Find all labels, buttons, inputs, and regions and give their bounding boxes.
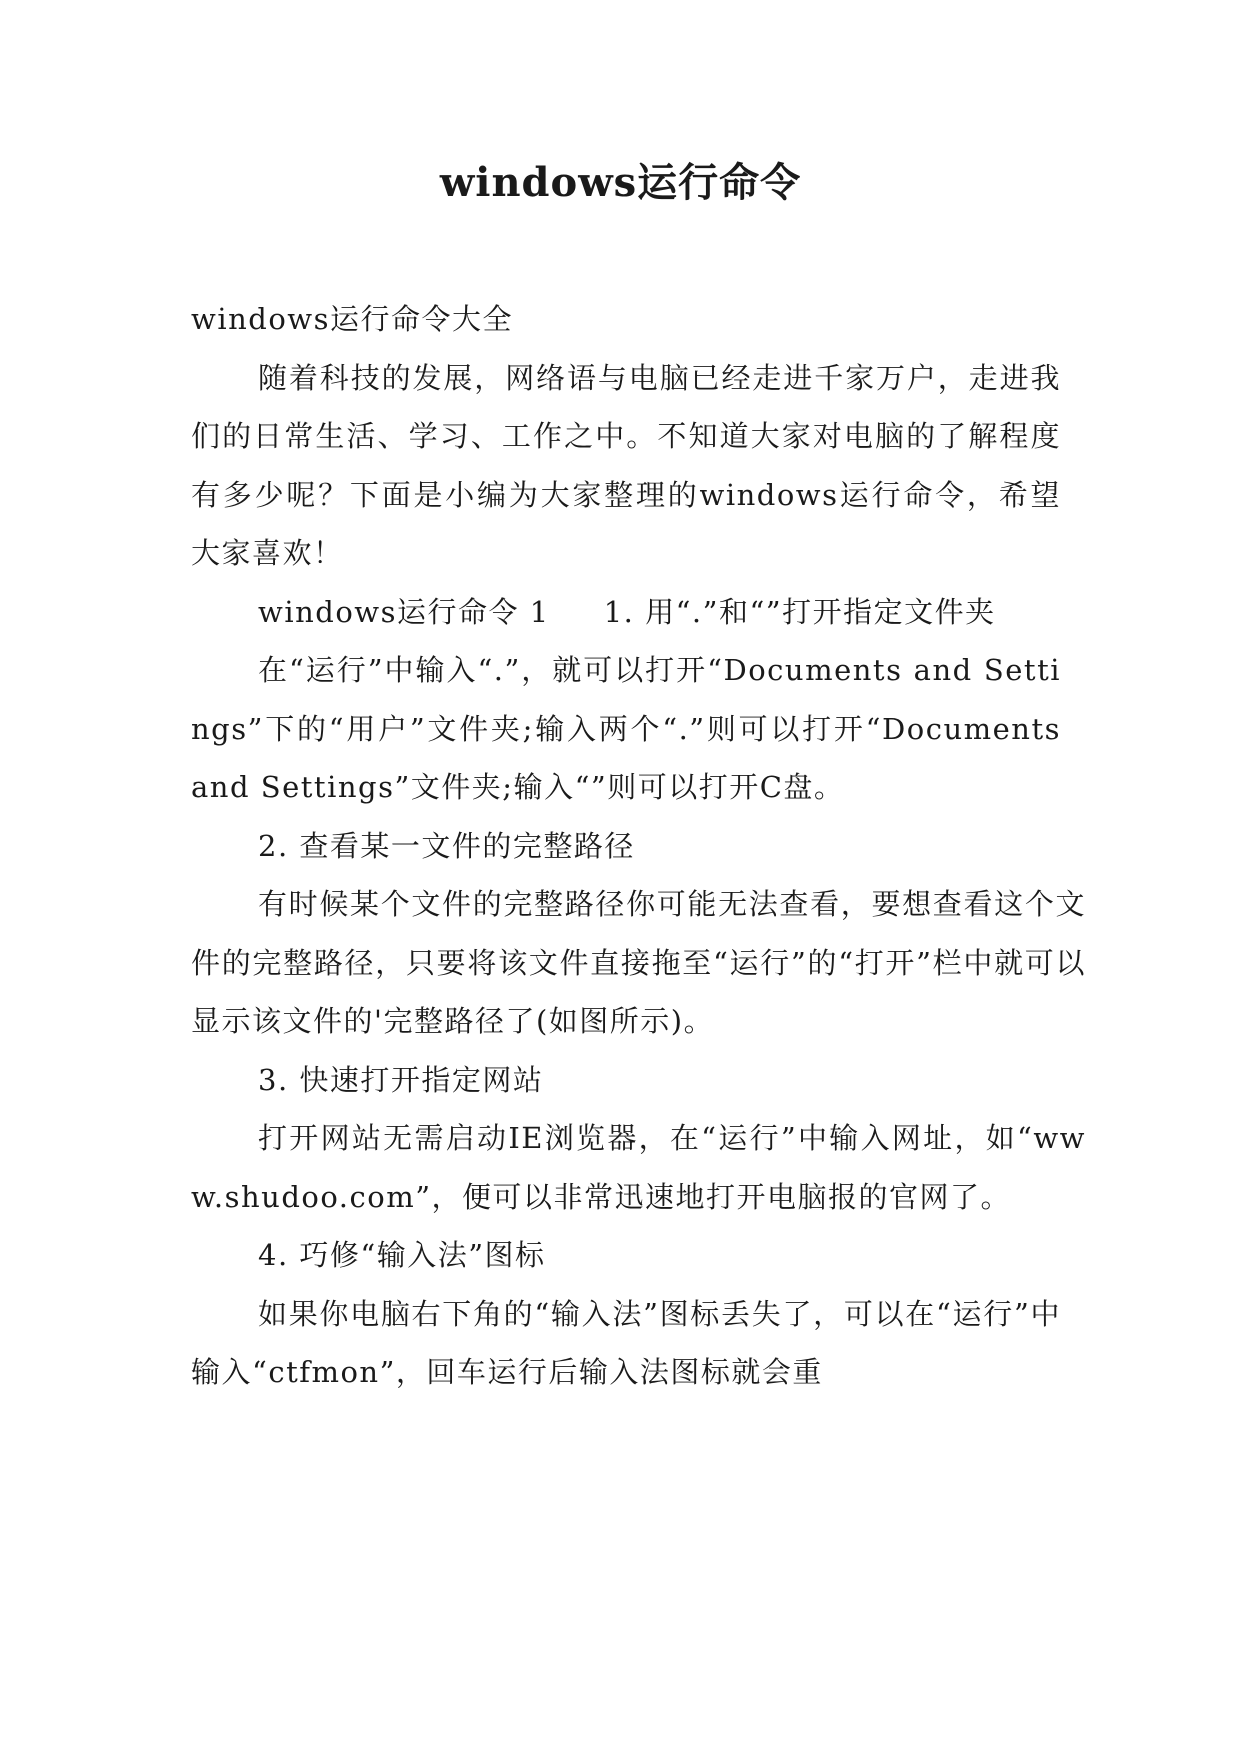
document-subtitle: windows运行命令大全: [191, 302, 514, 336]
section-heading: windows运行命令 1: [258, 594, 550, 629]
item-2-body: 有时候某个文件的完整路径你可能无法查看，要想查看这个文件的完整路径，只要将该文件直接拖至“运行”的“打开”栏中就可以显示该文件的'完整路径了(如图所示)。: [191, 887, 1086, 1038]
section-1-line: [191, 583, 1061, 642]
item-1-heading: 1. 用“.”和“”打开指定文件夹: [603, 594, 996, 629]
intro-paragraph: 随着科技的发展，网络语与电脑已经走进千家万户，走进我们的日常生活、学习、工作之中。不知道大家对电脑的了解程度有多少呢？下面是小编为大家整理的windows运行命令，希望大家喜欢！: [191, 360, 1061, 570]
item-4-body: 如果你电脑右下角的“输入法”图标丢失了，可以在“运行”中输入“ctfmon”，回车运行后输入法图标就会重: [191, 1296, 1061, 1389]
document-title: windows运行命令: [439, 159, 802, 206]
item-4-heading: 4. 巧修“输入法”图标: [258, 1238, 546, 1272]
item-1-body: 在“运行”中输入“.”，就可以打开“Documents and Settings”下的“用户”文件夹;输入两个“.”则可以打开“Documents and Settings”文件夹;输入“”则可以打开C盘。: [191, 653, 1061, 804]
item-2-heading: 2. 查看某一文件的完整路径: [258, 828, 635, 863]
item-3-heading: 3. 快速打开指定网站: [258, 1062, 544, 1097]
item-3-body: 打开网站无需启动IE浏览器，在“运行”中输入网址，如“www.shudoo.com”，便可以非常迅速地打开电脑报的官网了。: [191, 1121, 1086, 1214]
document-body: [191, 290, 1086, 1402]
